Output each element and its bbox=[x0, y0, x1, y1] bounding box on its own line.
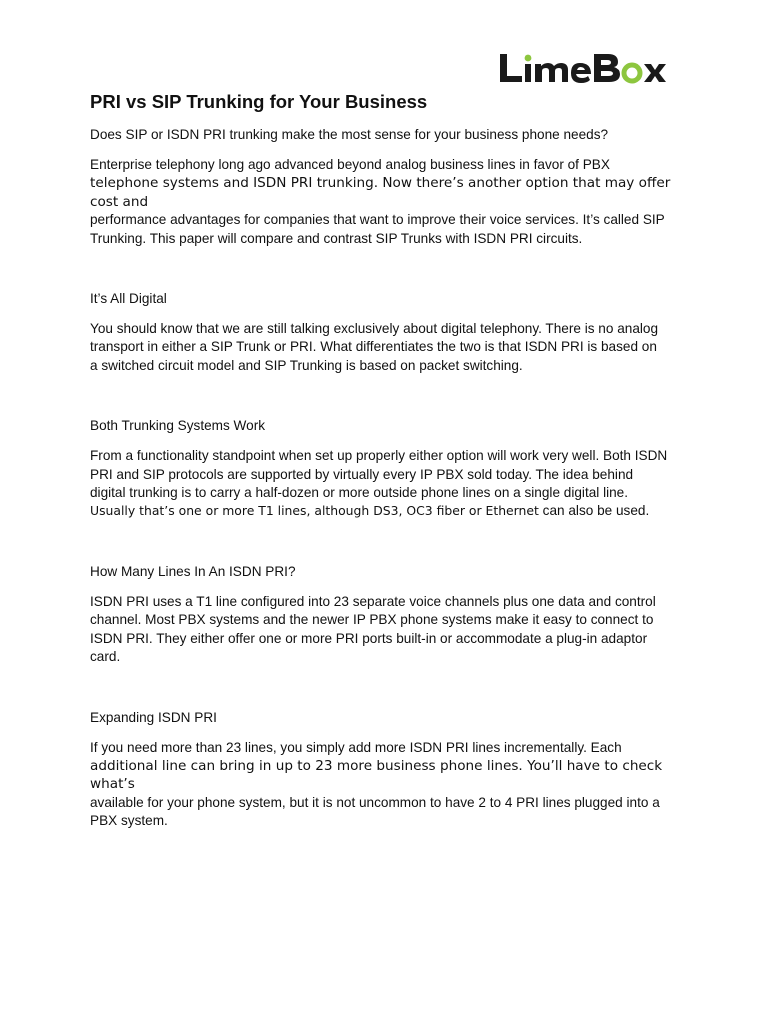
paragraph-line: You should know that we are still talking exclusively about digital telephony. There is no analog bbox=[90, 321, 659, 337]
paragraph-line: From a functionality standpoint when set up properly either option will work very well. Both ISDN bbox=[90, 448, 668, 464]
paragraph-line: ISDN PRI. They either offer one or more PRI ports built-in or accommodate a plug-in adaptor bbox=[90, 630, 648, 646]
section-heading-expanding: Expanding ISDN PRI bbox=[90, 709, 217, 725]
intro-paragraph bbox=[90, 156, 690, 248]
intro-line: Trunking. This paper will compare and contrast SIP Trunks with ISDN PRI circuits. bbox=[90, 230, 583, 246]
paragraph-line: additional line can bring in up to 23 more business phone lines. You’ll have to check what’s bbox=[90, 757, 663, 793]
subtitle: Does SIP or ISDN PRI trunking make the most sense for your business phone needs? bbox=[90, 127, 609, 142]
limebox-logo-icon bbox=[498, 50, 676, 88]
intro-line: telephone systems and ISDN PRI trunking. Now there’s another option that may offer cost and bbox=[90, 175, 671, 210]
document-content bbox=[90, 88, 690, 831]
page-title: PRI vs SIP Trunking for Your Business bbox=[90, 91, 428, 112]
intro-line bbox=[90, 211, 690, 229]
paragraph-line: ISDN PRI uses a T1 line configured into 23 separate voice channels plus one data and control bbox=[90, 593, 656, 609]
intro-line-text: performance advantages for companies that want to improve their voice services. It’s called SIP bbox=[90, 212, 665, 228]
section-heading-both-trunking: Both Trunking Systems Work bbox=[90, 418, 266, 434]
paragraph-line: digital trunking is to carry a half-dozen or more outside phone lines on a single digital line. bbox=[90, 485, 629, 501]
paragraph-line: PRI and SIP protocols are supported by virtually every IP PBX sold today. The idea behind bbox=[90, 466, 634, 482]
section-body-expanding bbox=[90, 739, 690, 831]
section-body-how-many-lines bbox=[90, 593, 690, 667]
paragraph-line: card. bbox=[90, 649, 121, 665]
paragraph-line: If you need more than 23 lines, you simply add more ISDN PRI lines incrementally. Each bbox=[90, 739, 622, 755]
paragraph-line: a switched circuit model and SIP Trunking is based on packet switching. bbox=[90, 357, 523, 373]
section-heading-how-many-lines: How Many Lines In An ISDN PRI? bbox=[90, 563, 296, 579]
paragraph-line: transport in either a SIP Trunk or PRI. What differentiates the two is that ISDN PRI is based on bbox=[90, 339, 657, 355]
paragraph-line: available for your phone system, but it is not uncommon to have 2 to 4 PRI lines plugged into a bbox=[90, 794, 660, 810]
intro-line: Enterprise telephony long ago advanced beyond analog business lines in favor of PBX bbox=[90, 157, 610, 172]
section-body-both-trunking bbox=[90, 447, 690, 521]
paragraph-line-part: can also be used. bbox=[538, 503, 650, 519]
section-body-all-digital bbox=[90, 320, 690, 375]
paragraph-line-part: Usually that’s one or more T1 lines, although DS3, OC3 fiber or Ethernet bbox=[90, 503, 539, 519]
paragraph-line: channel. Most PBX systems and the newer IP PBX phone systems make it easy to connect to bbox=[90, 612, 654, 628]
section-heading-all-digital: It’s All Digital bbox=[90, 291, 167, 307]
paragraph-line bbox=[90, 502, 690, 520]
limebox-logo bbox=[498, 50, 676, 88]
paragraph-line: PBX system. bbox=[90, 813, 168, 829]
